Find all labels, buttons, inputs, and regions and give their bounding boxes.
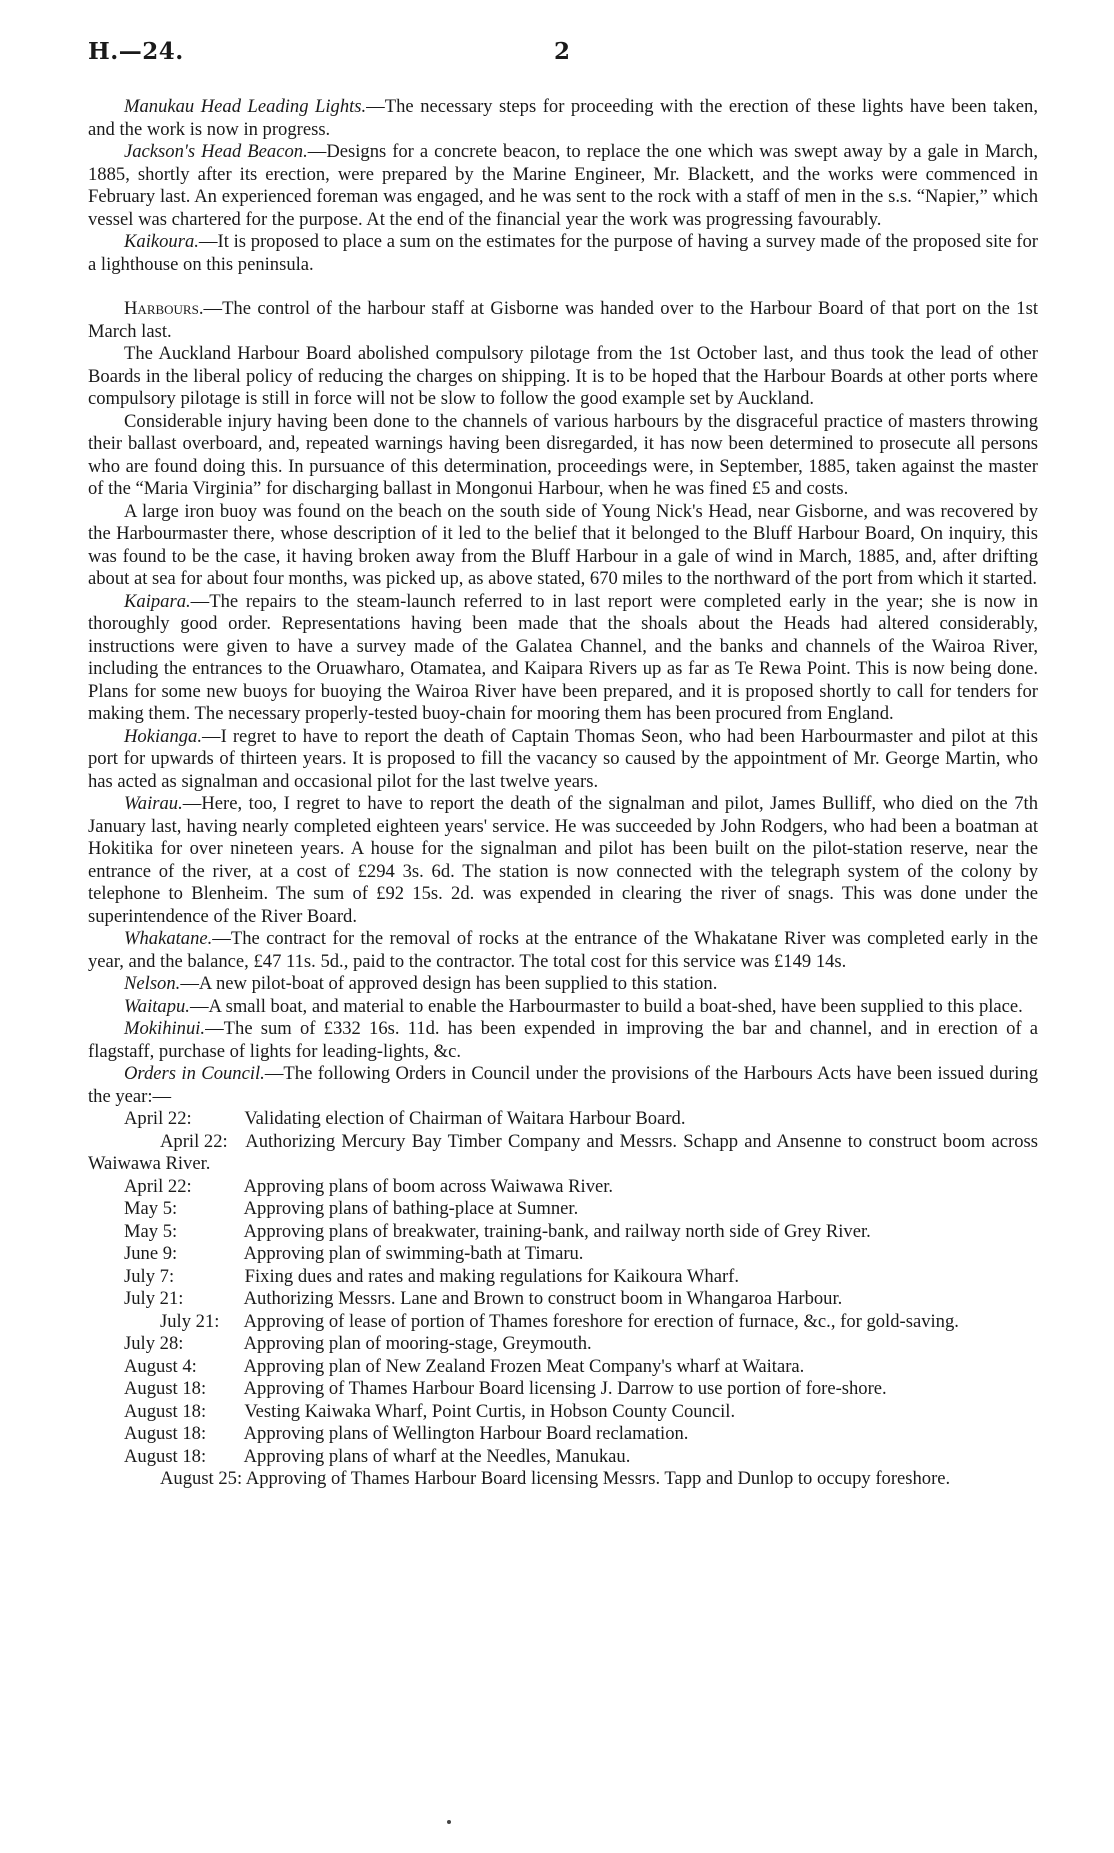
section-lead: Jackson's Head Beacon. bbox=[124, 141, 308, 162]
paragraph-text: —I regret to have to report the death of Captain Thomas Seon, who had been Harbourmaster and pilot at this port for upwards of thirteen years. It is proposed to fill the vacancy so caused by the appointment of Mr. George Martin, who has acted as signalman and occasional pilot for the last twelve years. bbox=[88, 725, 1038, 792]
paragraph-kaipara bbox=[88, 591, 1038, 726]
paragraph-text: —The necessary steps for proceeding with the erection of these lights have been taken, and the work is now in progress. bbox=[88, 96, 1038, 140]
order-date: May 5: bbox=[124, 1220, 178, 1242]
paragraph-text: —Here, too, I regret to have to report the death of the signalman and pilot, James Bulliff, who died on the 7th January last, having nearly completed eighteen years' service. He was succeeded by John Rodgers, who had been a boatman at Hokitika for over nineteen years. A house for the signalman and pilot has been built on the pilot-station reserve, near the entrance of the river, at a cost of £294 3s. 6d. The station is now connected with the telegraph system of the colony by telephone to Blenheim. The sum of £92 15s. 2d. was expended in clearing the river of snags. This was done under the superintendence of the River Board. bbox=[88, 793, 1038, 927]
order-date: August 25: bbox=[160, 1468, 243, 1489]
section-lead: Nelson. bbox=[124, 973, 181, 994]
paragraph-wairau bbox=[88, 793, 1038, 928]
paragraph-nelson bbox=[88, 973, 1038, 996]
order-date: April 22: bbox=[124, 1175, 192, 1197]
order-item bbox=[88, 1176, 1038, 1199]
paragraph-text: —Designs for a concrete beacon, to replace the one which was swept away by a gale in March, 1885, shortly after its erection, were prepared by the Marine Engineer, Mr. Blackett, and the works were commenced in February last. An experienced foreman was engaged, and he was sent to the rock with a staff of men in the s.s. “Napier,” which vessel was chartered for the purpose. At the end of the financial year the work was progressing favourably. bbox=[88, 141, 1038, 230]
order-date: April 22: bbox=[160, 1130, 228, 1152]
order-date: August 4: bbox=[124, 1355, 197, 1377]
order-text: Vesting Kaiwaka Wharf, Point Curtis, in Hobson County Council. bbox=[244, 1400, 736, 1422]
order-item bbox=[88, 1311, 1038, 1334]
order-text: Approving plans of bathing-place at Sumner. bbox=[243, 1198, 579, 1219]
order-date: August 18: bbox=[124, 1400, 207, 1422]
paragraph-kaikoura bbox=[88, 231, 1038, 276]
order-text: Approving plan of swimming-bath at Timaru. bbox=[243, 1243, 584, 1264]
section-lead: Kaikoura. bbox=[124, 231, 199, 252]
order-text: Approving of Thames Harbour Board licensing J. Darrow to use portion of fore-shore. bbox=[243, 1378, 887, 1399]
section-gap bbox=[88, 276, 1038, 298]
paragraph-jacksons-head bbox=[88, 141, 1038, 231]
order-text: Authorizing Mercury Bay Timber Company and Messrs. Schapp and Ansenne to construct boom across Waiwawa River. bbox=[88, 1130, 1039, 1174]
paragraph-orders-in-council bbox=[88, 1063, 1038, 1108]
paragraph-text: —A new pilot-boat of approved design has been supplied to this station. bbox=[180, 973, 718, 994]
body-text bbox=[88, 96, 1038, 1491]
section-lead: Orders in Council. bbox=[124, 1063, 265, 1084]
order-item bbox=[88, 1356, 1038, 1379]
order-text: Approving of Thames Harbour Board licensing Messrs. Tapp and Dunlop to occupy foreshore. bbox=[245, 1468, 951, 1489]
order-date: July 7: bbox=[124, 1265, 175, 1287]
page-header bbox=[88, 38, 1038, 68]
order-item bbox=[88, 1333, 1038, 1356]
paragraph-text: —It is proposed to place a sum on the estimates for the purpose of having a survey made of the proposed site for a lighthouse on this peninsula. bbox=[88, 231, 1038, 275]
paragraph-text: —The contract for the removal of rocks at the entrance of the Whakatane River was completed early in the year, and the balance, £47 11s. 5d., paid to the contractor. The total cost for this service was £149 14s. bbox=[88, 928, 1038, 972]
section-heading: Harbours. bbox=[124, 298, 204, 319]
order-item bbox=[88, 1446, 1038, 1469]
order-item bbox=[88, 1266, 1038, 1289]
order-date: August 18: bbox=[124, 1445, 207, 1467]
section-lead: Waitapu. bbox=[124, 995, 190, 1017]
order-date: April 22: bbox=[124, 1108, 192, 1129]
document-code: H.—24. bbox=[88, 38, 184, 65]
paragraph-text: —The sum of £332 16s. 11d. has been expended in improving the bar and channel, and in erection of a flagstaff, purchase of lights for leading-lights, &c. bbox=[88, 1018, 1038, 1062]
order-text: Approving plans of breakwater, training-bank, and railway north side of Grey River. bbox=[243, 1220, 871, 1242]
order-item bbox=[88, 1423, 1038, 1446]
paragraph-waitapu bbox=[88, 996, 1038, 1019]
paragraph-manukau-head bbox=[88, 96, 1038, 141]
order-date: June 9: bbox=[124, 1243, 178, 1264]
order-text: Validating election of Chairman of Waitara Harbour Board. bbox=[244, 1108, 686, 1129]
section-lead: Whakatane. bbox=[124, 928, 213, 949]
order-text: Approving plans of Wellington Harbour Board reclamation. bbox=[243, 1423, 689, 1444]
section-lead: Wairau. bbox=[124, 793, 183, 814]
paragraph-mokihinui bbox=[88, 1018, 1038, 1063]
order-item bbox=[88, 1108, 1038, 1131]
section-lead: Manukau Head Leading Lights. bbox=[124, 96, 367, 117]
order-text: Approving plans of wharf at the Needles, Manukau. bbox=[243, 1445, 631, 1467]
paragraph-auckland: The Auckland Harbour Board abolished compulsory pilotage from the 1st October last, and thus took the lead of other Boards in the liberal policy of reducing the charges on shipping. It is to be hoped that the Harbour Boards at other ports where compulsory pilotage is still in force will not be slow to follow the good example set by Auckland. bbox=[88, 343, 1038, 409]
section-lead: Mokihinui. bbox=[124, 1018, 206, 1039]
order-date: May 5: bbox=[124, 1198, 178, 1219]
paragraph-hokianga bbox=[88, 726, 1038, 794]
order-item bbox=[88, 1198, 1038, 1221]
order-item bbox=[88, 1131, 1038, 1176]
order-date: July 28: bbox=[124, 1333, 184, 1354]
paragraph-text: —The control of the harbour staff at Gisborne was handed over to the Harbour Board of that port on the 1st March last. bbox=[88, 298, 1038, 342]
order-text: Authorizing Messrs. Lane and Brown to construct boom in Whangaroa Harbour. bbox=[243, 1288, 843, 1309]
orders-list bbox=[88, 1108, 1038, 1491]
order-date: July 21: bbox=[160, 1310, 220, 1332]
order-item bbox=[88, 1378, 1038, 1401]
order-text: Fixing dues and rates and making regulations for Kaikoura Wharf. bbox=[244, 1265, 739, 1287]
paragraph-whakatane bbox=[88, 928, 1038, 973]
section-lead: Kaipara. bbox=[124, 590, 191, 612]
paragraph-harbours bbox=[88, 298, 1038, 343]
order-item bbox=[88, 1221, 1038, 1244]
order-date: July 21: bbox=[124, 1288, 184, 1309]
paragraph-text: —A small boat, and material to enable the Harbourmaster to build a boat-shed, have been supplied to this place. bbox=[189, 995, 1023, 1017]
order-item bbox=[88, 1468, 1038, 1491]
order-item bbox=[88, 1401, 1038, 1424]
paragraph-text: —The following Orders in Council under the provisions of the Harbours Acts have been issued during the year:— bbox=[88, 1063, 1039, 1107]
order-date: August 18: bbox=[124, 1378, 207, 1399]
order-text: Approving of lease of portion of Thames foreshore for erection of furnace, &c., for gold-saving. bbox=[243, 1310, 959, 1332]
order-item bbox=[88, 1288, 1038, 1311]
order-item bbox=[88, 1243, 1038, 1266]
paragraph-ballast: Considerable injury having been done to the channels of various harbours by the disgraceful practice of masters throwing their ballast overboard, and, repeated warnings having been disregarded, it has now been determined to prosecute all persons who are found doing this. In pursuance of this determination, proceedings were, in September, 1885, taken against the master of the “Maria Virginia” for discharging ballast in Mongonui Harbour, when he was fined £5 and costs. bbox=[88, 410, 1038, 499]
paragraph-text: —The repairs to the steam-launch referred to in last report were completed early in the year; she is now in thoroughly good order. Representations having been made that the shoals about the Heads had altered considerably, instructions were given to have a survey made of the Galatea Channel, and the banks and channels of the Wairoa River, including the entrances to the Oruawharo, Otamatea, and Kaipara Rivers up as far as Te Rewa Point. This is now being done. Plans for some new buoys for buoying the Wairoa River have been prepared, and it is proposed shortly to call for tenders for making them. The necessary properly-tested buoy-chain for mooring them has been procured from England. bbox=[88, 590, 1038, 724]
order-text: Approving plan of mooring-stage, Greymouth. bbox=[243, 1333, 592, 1354]
paragraph-iron-buoy: A large iron buoy was found on the beach on the south side of Young Nick's Head, near Gisborne, and was recovered by the Harbourmaster there, whose description of it led to the belief that it belonged to the Bluff Harbour Board, On inquiry, this was found to be the case, it having broken away from the Bluff Harbour in a gale of wind in March, 1885, and, after drifting about at sea for about four months, was picked up, as above stated, 670 miles to the northward of the port from which it started. bbox=[88, 500, 1038, 589]
order-text: Approving plans of boom across Waiwawa River. bbox=[243, 1175, 614, 1197]
order-date: August 18: bbox=[124, 1423, 207, 1444]
print-speck bbox=[447, 1820, 451, 1824]
section-lead: Hokianga. bbox=[124, 725, 202, 747]
order-text: Approving plan of New Zealand Frozen Meat Company's wharf at Waitara. bbox=[243, 1355, 805, 1377]
page-number: 2 bbox=[554, 38, 571, 65]
